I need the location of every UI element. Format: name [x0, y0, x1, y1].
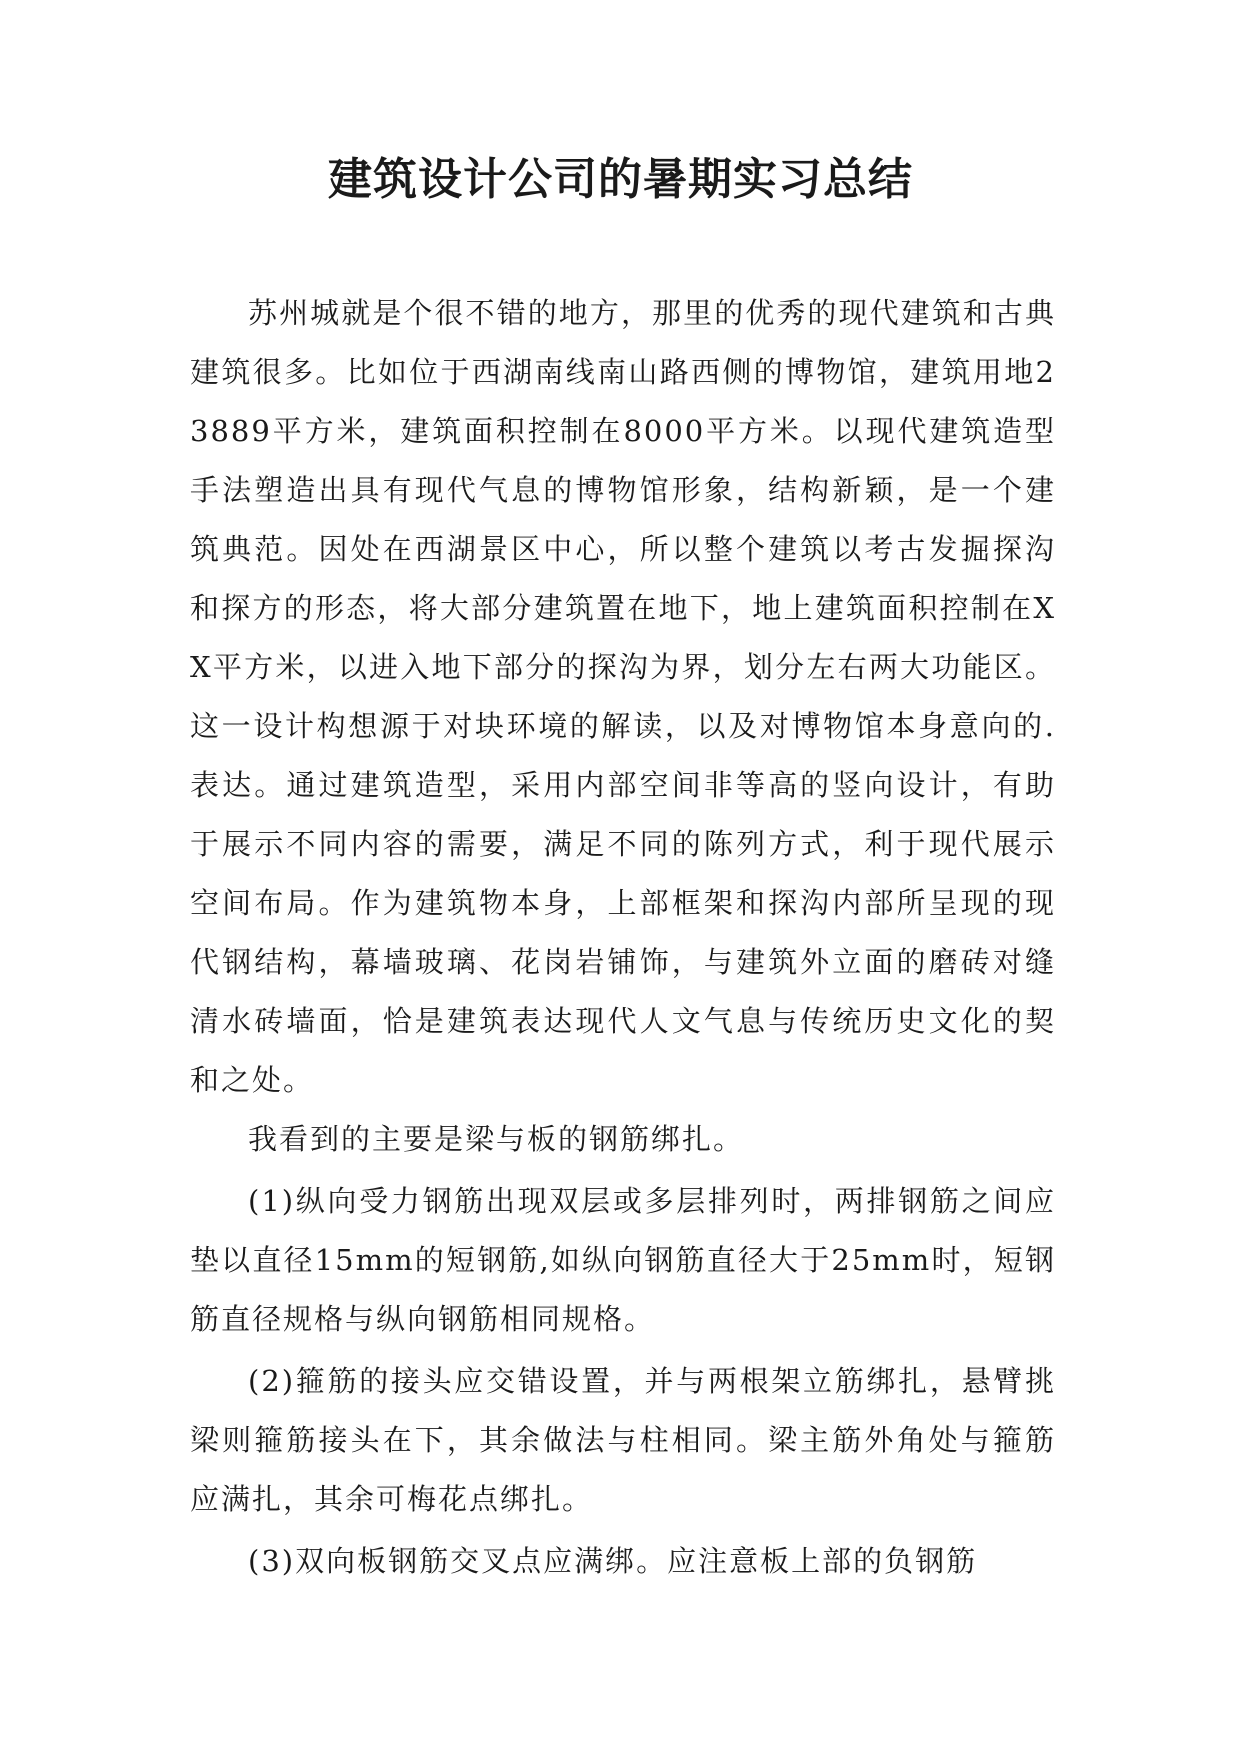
paragraph-museum: 苏州城就是个很不错的地方，那里的优秀的现代建筑和古典建筑很多。比如位于西湖南线南山路西侧的博物馆，建筑用地23889平方米，建筑面积控制在8000平方米。以现代建筑造型手法塑造出具有现代气息的博物馆形象，结构新颖，是一个建筑典范。因处在西湖景区中心，所以整个建筑以考古发掘探沟和探方的形态，将大部分建筑置在地下，地上建筑面积控制在XX平方米，以进入地下部分的探沟为界，划分左右两大功能区。这一设计构想源于对块环境的解读，以及对博物馆本身意向的.表达。通过建筑造型，采用内部空间非等高的竖向设计，有助于展示不同内容的需要，满足不同的陈列方式，利于现代展示空间布局。作为建筑物本身，上部框架和探沟内部所呈现的现代钢结构，幕墙玻璃、花岗岩铺饰，与建筑外立面的磨砖对缝清水砖墙面，恰是建筑表达现代人文气息与传统历史文化的契和之处。: [190, 296, 1056, 1097]
paragraph-item-2: (2)箍筋的接头应交错设置，并与两根架立筋绑扎，悬臂挑梁则箍筋接头在下，其余做法与柱相同。梁主筋外角处与箍筋应满扎，其余可梅花点绑扎。: [190, 1364, 1056, 1516]
paragraph-rebar-intro: 我看到的主要是梁与板的钢筋绑扎。: [248, 1122, 745, 1156]
document-title: 建筑设计公司的暑期实习总结: [328, 154, 913, 205]
paragraph-item-3: (3)双向板钢筋交叉点应满绑。应注意板上部的负钢筋: [248, 1544, 978, 1578]
document-body: [190, 284, 1056, 1591]
paragraph-item-1: (1)纵向受力钢筋出现双层或多层排列时，两排钢筋之间应垫以直径15mm的短钢筋,如纵向钢筋直径大于25mm时，短钢筋直径规格与纵向钢筋相同规格。: [190, 1184, 1056, 1336]
